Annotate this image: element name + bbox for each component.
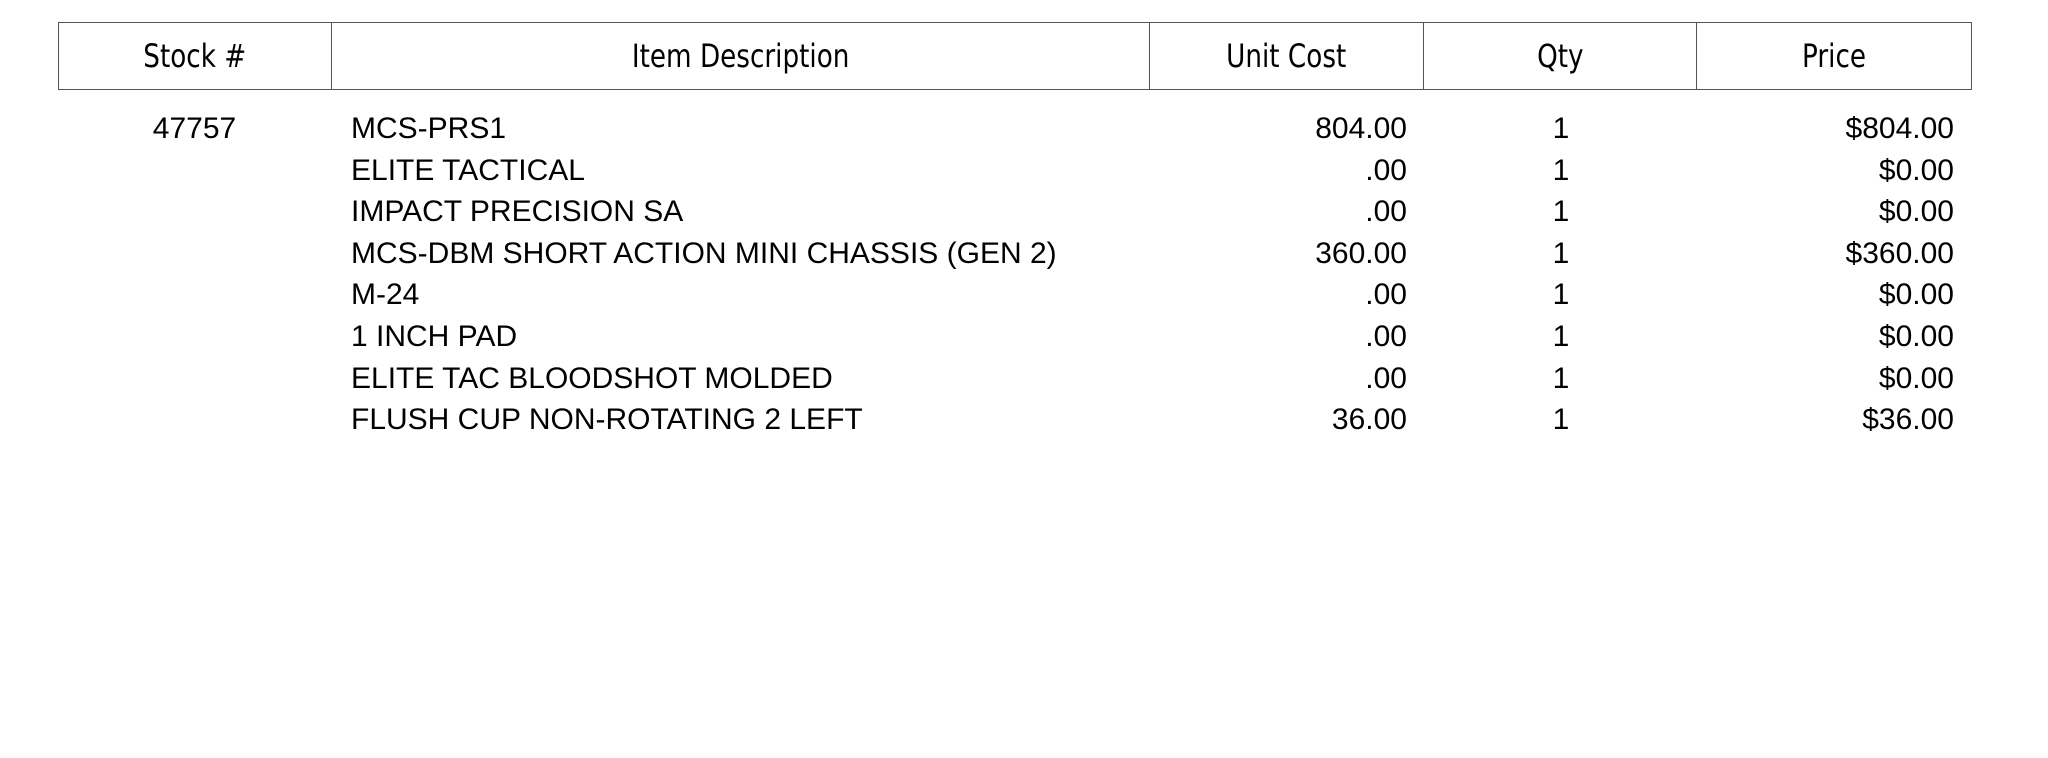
unit-cost-cell: 36.00 bbox=[1331, 403, 1407, 437]
table-body bbox=[58, 108, 1972, 441]
unit-cost-cell: .00 bbox=[1365, 153, 1407, 187]
table-row bbox=[58, 150, 1972, 192]
stock-cell: 47757 bbox=[152, 112, 237, 145]
price-cell: $0.00 bbox=[1878, 153, 1954, 187]
qty-cell: 1 bbox=[1552, 319, 1570, 353]
unit-cost-cell: .00 bbox=[1365, 278, 1407, 312]
header-price-cell bbox=[1697, 23, 1971, 89]
price-cell: $0.00 bbox=[1878, 319, 1954, 353]
qty-cell: 1 bbox=[1552, 403, 1570, 437]
qty-cell: 1 bbox=[1552, 361, 1570, 395]
qty-cell: 1 bbox=[1552, 112, 1570, 145]
table-row bbox=[58, 191, 1972, 233]
description-cell: 1 INCH PAD bbox=[351, 319, 518, 353]
unit-cost-cell: 804.00 bbox=[1315, 112, 1407, 145]
header-unit-cost: Unit Cost bbox=[1226, 37, 1347, 75]
table-row bbox=[58, 274, 1972, 316]
qty-cell: 1 bbox=[1552, 236, 1570, 270]
qty-cell: 1 bbox=[1552, 278, 1570, 312]
table-row bbox=[58, 316, 1972, 358]
header-description-cell bbox=[332, 23, 1150, 89]
table-row bbox=[58, 358, 1972, 400]
unit-cost-cell: .00 bbox=[1365, 319, 1407, 353]
description-cell: IMPACT PRECISION SA bbox=[351, 195, 684, 229]
unit-cost-cell: .00 bbox=[1365, 195, 1407, 229]
description-cell: MCS-PRS1 bbox=[351, 112, 507, 145]
price-cell: $0.00 bbox=[1878, 278, 1954, 312]
unit-cost-cell: .00 bbox=[1365, 361, 1407, 395]
description-cell: MCS-DBM SHORT ACTION MINI CHASSIS (GEN 2) bbox=[351, 236, 1057, 270]
description-cell: ELITE TACTICAL bbox=[351, 153, 585, 187]
table-row bbox=[58, 399, 1972, 441]
header-price: Price bbox=[1802, 37, 1867, 75]
qty-cell: 1 bbox=[1552, 153, 1570, 187]
header-qty-cell bbox=[1424, 23, 1698, 89]
price-cell: $0.00 bbox=[1878, 361, 1954, 395]
description-cell: ELITE TAC BLOODSHOT MOLDED bbox=[351, 361, 833, 395]
price-cell: $0.00 bbox=[1878, 195, 1954, 229]
table-row bbox=[58, 233, 1972, 275]
unit-cost-cell: 360.00 bbox=[1315, 236, 1407, 270]
header-stock-cell bbox=[59, 23, 332, 89]
header-description: Item Description bbox=[631, 37, 850, 75]
description-cell: M-24 bbox=[351, 278, 420, 312]
header-qty: Qty bbox=[1536, 37, 1584, 75]
price-cell: $36.00 bbox=[1862, 403, 1954, 437]
price-cell: $804.00 bbox=[1845, 112, 1954, 145]
price-cell: $360.00 bbox=[1845, 236, 1954, 270]
table-row bbox=[58, 108, 1972, 150]
table-header bbox=[58, 22, 1972, 90]
qty-cell: 1 bbox=[1552, 195, 1570, 229]
header-stock: Stock # bbox=[143, 37, 247, 75]
description-cell: FLUSH CUP NON-ROTATING 2 LEFT bbox=[351, 403, 863, 437]
header-unit-cost-cell bbox=[1150, 23, 1424, 89]
